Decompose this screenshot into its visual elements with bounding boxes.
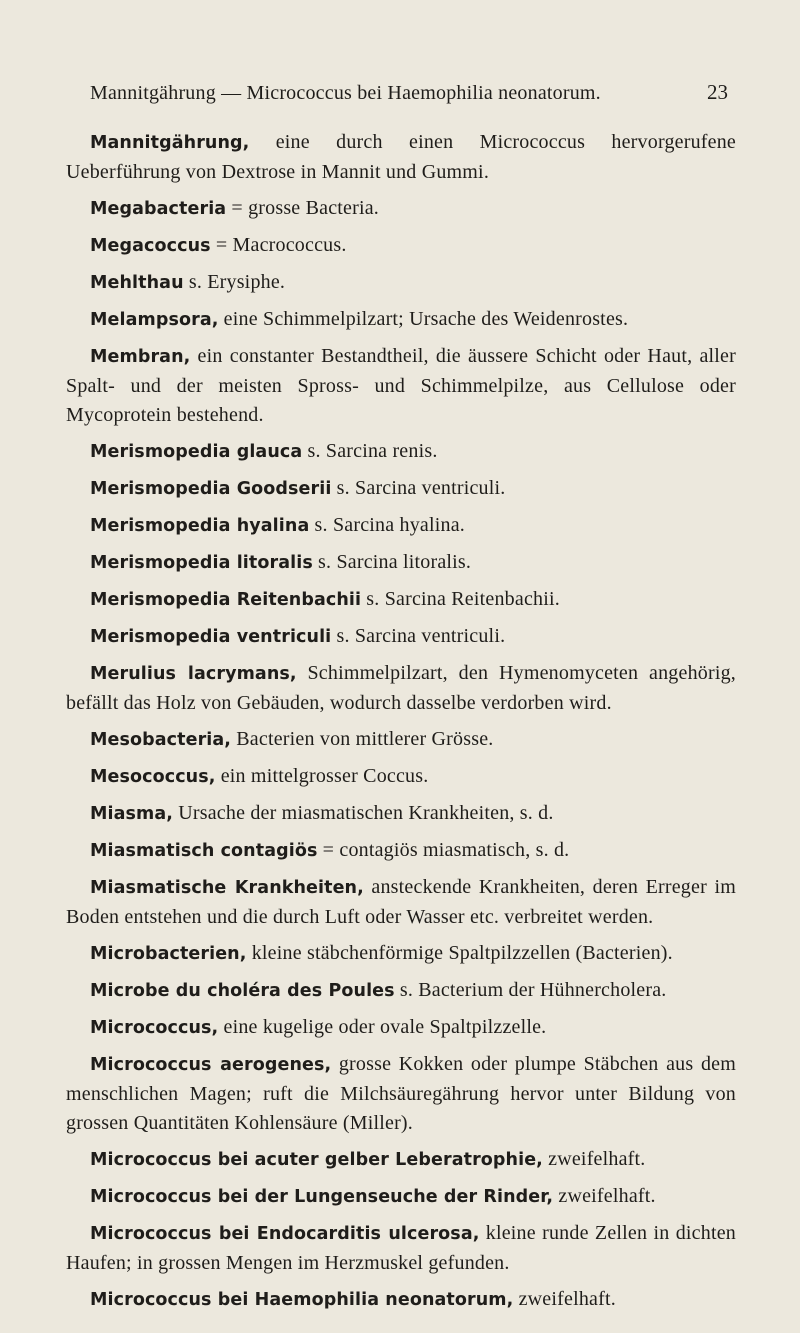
entry-micrococcus-aerogenes bbox=[66, 1050, 736, 1138]
entry-merismopedia-reitenbachii bbox=[66, 585, 736, 615]
entry-definition: = Macrococcus. bbox=[210, 234, 347, 256]
entry-merulius-lacrymans bbox=[66, 659, 736, 718]
entry-definition: s. Bacterium der Hühnercholera. bbox=[394, 979, 667, 1001]
entry-term: Microbe du choléra des Poules bbox=[90, 981, 395, 1001]
entry-microbe-du-cholera bbox=[66, 976, 736, 1006]
entry-term: Mesobacteria, bbox=[90, 730, 232, 750]
entry-definition: s. Sarcina hyalina. bbox=[309, 514, 465, 536]
entry-term: Miasmatische Krankheiten, bbox=[90, 878, 364, 898]
entry-merismopedia-ventriculi bbox=[66, 622, 736, 652]
entry-term: Micrococcus aerogenes, bbox=[90, 1055, 332, 1075]
entry-miasmatische-krankheiten bbox=[66, 873, 736, 932]
entry-miasma bbox=[66, 799, 736, 829]
entry-merismopedia-glauca bbox=[66, 437, 736, 467]
entry-term: Micrococcus bei Endocarditis ulcerosa, bbox=[90, 1224, 480, 1244]
entry-definition: eine kugelige oder ovale Spaltpilzzelle. bbox=[218, 1016, 547, 1038]
entry-definition: s. Sarcina Reitenbachii. bbox=[361, 588, 560, 610]
entry-term: Micrococcus bei Haemophilia neonatorum, bbox=[90, 1290, 514, 1310]
entry-definition: ansteckende Krankheiten, deren Erreger im Boden entstehen und die durch Luft oder Wasser etc. verbreitet werden. bbox=[66, 876, 736, 928]
entry-membran bbox=[66, 342, 736, 430]
entry-term: Megacoccus bbox=[90, 236, 211, 256]
entry-term: Miasma, bbox=[90, 804, 174, 824]
entry-term: Merismopedia hyalina bbox=[90, 516, 310, 536]
entry-definition: zweifelhaft. bbox=[513, 1288, 616, 1310]
entry-term: Micrococcus bei der Lungenseuche der Rinder, bbox=[90, 1187, 554, 1207]
entry-mannitgaehrung bbox=[66, 128, 736, 187]
entry-definition: eine Schimmelpilzart; Ursache des Weidenrostes. bbox=[218, 308, 629, 330]
entry-term: Mesococcus, bbox=[90, 767, 216, 787]
entry-definition: Schimmelpilzart, den Hymenomyceten angehörig, befällt das Holz von Gebäuden, wodurch dasselbe verdorben wird. bbox=[66, 662, 736, 714]
entry-definition: s. Sarcina renis. bbox=[302, 440, 438, 462]
entry-term: Microbacterien, bbox=[90, 944, 247, 964]
entry-term: Merismopedia Goodserii bbox=[90, 479, 332, 499]
entry-definition: s. Sarcina ventriculi. bbox=[331, 625, 506, 647]
entry-micrococcus bbox=[66, 1013, 736, 1043]
entry-definition: s. Erysiphe. bbox=[183, 271, 286, 293]
entry-term: Mehlthau bbox=[90, 273, 184, 293]
entry-definition: grosse Kokken oder plumpe Stäbchen aus dem menschlichen Magen; ruft die Milchsäuregährung hervor unter Bildung von grossen Quantitäten Kohlensäure (Miller). bbox=[66, 1053, 736, 1134]
entry-term: Merulius lacrymans, bbox=[90, 664, 297, 684]
entry-definition: s. Sarcina ventriculi. bbox=[331, 477, 506, 499]
entry-term: Membran, bbox=[90, 347, 191, 367]
page-number: 23 bbox=[707, 80, 728, 104]
entry-definition: eine durch einen Micrococcus hervorgerufene Ueberführung von Dextrose in Mannit und Gummi. bbox=[66, 131, 736, 183]
entry-mehlthau bbox=[66, 268, 736, 298]
entry-megabacteria bbox=[66, 194, 736, 224]
entry-list bbox=[66, 128, 736, 1315]
entry-merismopedia-litoralis bbox=[66, 548, 736, 578]
entry-merismopedia-goodserii bbox=[66, 474, 736, 504]
entry-definition: = grosse Bacteria. bbox=[226, 197, 380, 219]
entry-term: Melampsora, bbox=[90, 310, 219, 330]
entry-term: Miasmatisch contagiös bbox=[90, 841, 318, 861]
running-head bbox=[66, 80, 736, 114]
entry-micrococcus-leberatrophie bbox=[66, 1145, 736, 1175]
entry-term: Micrococcus bei acuter gelber Leberatrophie, bbox=[90, 1150, 543, 1170]
entry-definition: ein constanter Bestandtheil, die äussere Schicht oder Haut, aller Spalt- und der meisten Spross- und Schimmelpilze, aus Cellulose oder Mycoprotein bestehend. bbox=[66, 345, 736, 426]
entry-term: Merismopedia glauca bbox=[90, 442, 303, 462]
entry-definition: zweifelhaft. bbox=[553, 1185, 656, 1207]
entry-term: Merismopedia Reitenbachii bbox=[90, 590, 362, 610]
entry-micrococcus-lungenseuche bbox=[66, 1182, 736, 1212]
entry-definition: kleine stäbchenförmige Spaltpilzzellen (Bacterien). bbox=[246, 942, 673, 964]
entry-merismopedia-hyalina bbox=[66, 511, 736, 541]
entry-definition: zweifelhaft. bbox=[542, 1148, 646, 1170]
entry-term: Megabacteria bbox=[90, 199, 227, 219]
running-head-title: Mannitgährung — Micrococcus bei Haemophilia neonatorum. bbox=[90, 82, 601, 104]
entry-microbacterien bbox=[66, 939, 736, 969]
entry-definition: s. Sarcina litoralis. bbox=[312, 551, 472, 573]
entry-melampsora bbox=[66, 305, 736, 335]
entry-term: Merismopedia ventriculi bbox=[90, 627, 332, 647]
entry-definition: = contagiös miasmatisch, s. d. bbox=[317, 839, 570, 861]
entry-micrococcus-haemophilia bbox=[66, 1285, 736, 1315]
entry-definition: ein mittelgrosser Coccus. bbox=[215, 765, 429, 787]
entry-definition: Bacterien von mittlerer Grösse. bbox=[231, 728, 494, 750]
entry-miasmatisch-contagioes bbox=[66, 836, 736, 866]
entry-definition: kleine runde Zellen in dichten Haufen; in grossen Mengen im Herzmuskel gefunden. bbox=[66, 1222, 736, 1274]
entry-micrococcus-endocarditis bbox=[66, 1219, 736, 1278]
entry-term: Micrococcus, bbox=[90, 1018, 219, 1038]
entry-term: Merismopedia litoralis bbox=[90, 553, 313, 573]
entry-mesobacteria bbox=[66, 725, 736, 755]
entry-megacoccus bbox=[66, 231, 736, 261]
entry-mesococcus bbox=[66, 762, 736, 792]
entry-term: Mannitgährung, bbox=[90, 133, 250, 153]
entry-definition: Ursache der miasmatischen Krankheiten, s. d. bbox=[173, 802, 554, 824]
